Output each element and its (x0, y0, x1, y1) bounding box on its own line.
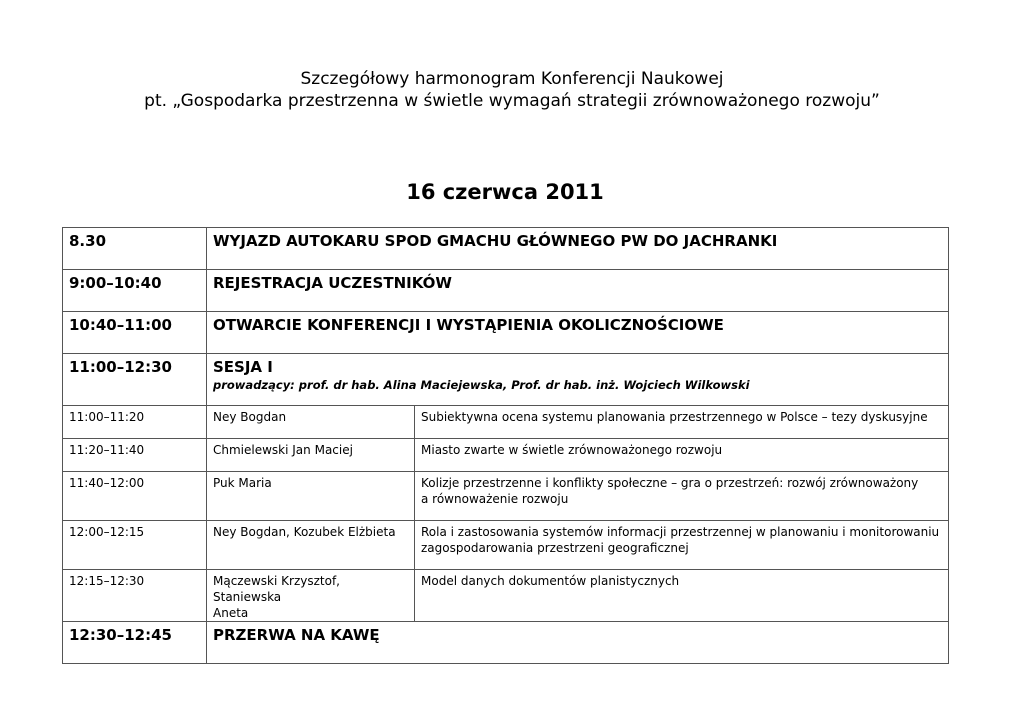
event-cell: REJESTRACJA UCZESTNIKÓW (207, 270, 949, 312)
conference-date: 16 czerwca 2011 (406, 180, 604, 204)
talk-time: 11:20–11:40 (63, 439, 207, 472)
time-cell: 10:40–11:00 (63, 312, 207, 354)
talk-row (63, 406, 949, 439)
talk-row (63, 570, 949, 622)
session-title: SESJA I (213, 358, 273, 376)
talk-time: 12:00–12:15 (63, 521, 207, 570)
session-moderators: prowadzący: prof. dr hab. Alina Maciejewska, Prof. dr hab. inż. Wojciech Wilkowski (213, 378, 750, 392)
event-cell: OTWARCIE KONFERENCJI I WYSTĄPIENIA OKOLICZNOŚCIOWE (207, 312, 949, 354)
schedule-table (62, 227, 949, 664)
talk-speaker: Puk Maria (207, 472, 415, 521)
talk-speaker: Ney Bogdan, Kozubek Elżbieta (207, 521, 415, 570)
talk-title-line-1: Rola i zastosowania systemów informacji przestrzennej w planowaniu i monitorowaniu (421, 525, 940, 539)
session-cell (207, 354, 949, 406)
talk-speaker: Ney Bogdan (207, 406, 415, 439)
document-title (0, 68, 1024, 112)
talk-title: Miasto zwarte w świetle zrównoważonego rozwoju (415, 439, 949, 472)
talk-title: Subiektywna ocena systemu planowania przestrzennego w Polsce – tezy dyskusyjne (415, 406, 949, 439)
time-cell: 9:00–10:40 (63, 270, 207, 312)
talk-row (63, 439, 949, 472)
schedule-row-opening (63, 312, 949, 354)
talk-title (415, 521, 949, 570)
schedule-row-session (63, 354, 949, 406)
talk-title: Model danych dokumentów planistycznych (415, 570, 949, 622)
time-cell: 11:00–12:30 (63, 354, 207, 406)
talk-speaker-line-2: Aneta (213, 606, 249, 620)
talk-speaker-line-1: Mączewski Krzysztof, Staniewska (213, 574, 340, 604)
talk-time: 12:15–12:30 (63, 570, 207, 622)
talk-title-line-2: a równoważenie rozwoju (421, 492, 569, 506)
title-line-2: pt. „Gospodarka przestrzenna w świetle wymagań strategii zrównoważonego rozwoju” (144, 91, 880, 111)
talk-title-line-1: Kolizje przestrzenne i konflikty społeczne – gra o przestrzeń: rozwój zrównoważony (421, 476, 919, 490)
schedule-row-coffee-break (63, 622, 949, 664)
time-cell: 12:30–12:45 (63, 622, 207, 664)
talk-time: 11:00–11:20 (63, 406, 207, 439)
talk-title-line-2: zagospodarowania przestrzeni geograficznej (421, 541, 689, 555)
talk-row (63, 472, 949, 521)
time-cell: 8.30 (63, 228, 207, 270)
schedule-row-registration (63, 270, 949, 312)
event-cell: PRZERWA NA KAWĘ (207, 622, 949, 664)
talk-speaker: Chmielewski Jan Maciej (207, 439, 415, 472)
schedule-row-departure (63, 228, 949, 270)
title-line-1: Szczegółowy harmonogram Konferencji Naukowej (300, 69, 724, 89)
event-cell: WYJAZD AUTOKARU SPOD GMACHU GŁÓWNEGO PW DO JACHRANKI (207, 228, 949, 270)
talk-time: 11:40–12:00 (63, 472, 207, 521)
talk-title (415, 472, 949, 521)
talk-row (63, 521, 949, 570)
talk-speaker (207, 570, 415, 622)
